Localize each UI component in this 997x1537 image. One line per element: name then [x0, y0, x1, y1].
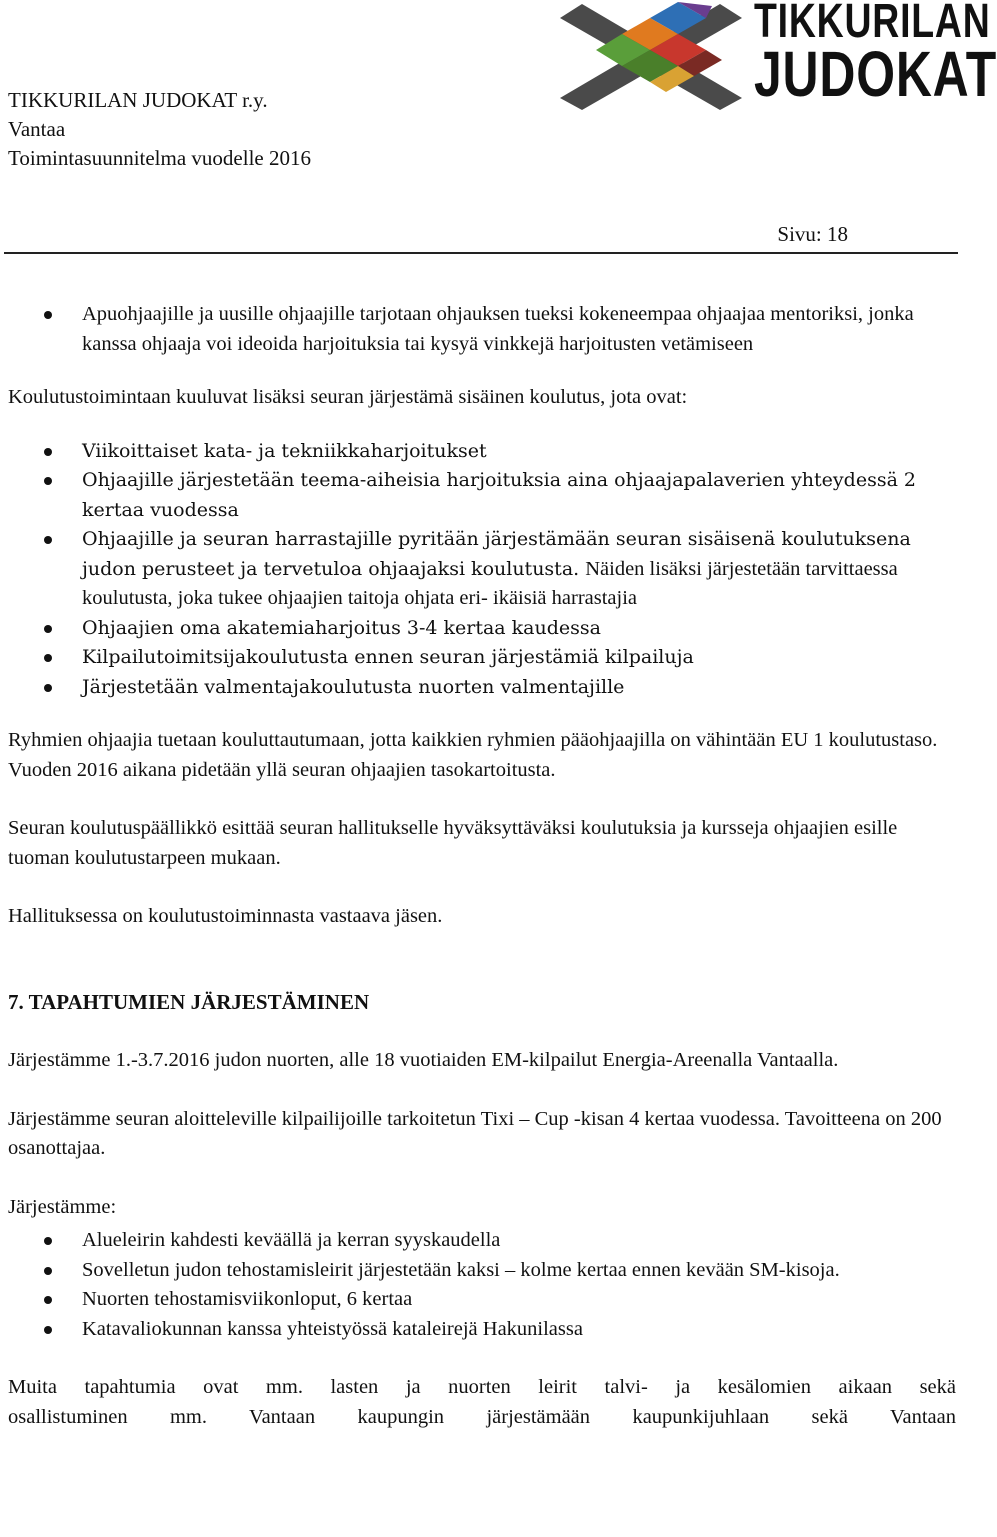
mentoring-bullet-list [8, 300, 956, 359]
bullet-icon [44, 311, 52, 319]
document-body [8, 300, 956, 1432]
bullet-icon [44, 1326, 52, 1334]
list-item: Ohjaajien oma akatemiaharjoitus 3-4 kertaa kaudessa [8, 614, 956, 644]
logo-line-1: TIKKURILAN [754, 0, 991, 48]
list-item: Sovelletun judon tehostamisleirit järjestetään kaksi – kolme kertaa ennen kevään SM-kisoja. [8, 1256, 956, 1286]
bullet-icon [44, 1296, 52, 1304]
paragraph: Järjestämme 1.-3.7.2016 judon nuorten, alle 18 vuotiaiden EM-kilpailut Energia-Areenalla Vantaalla. [8, 1049, 839, 1071]
club-logo [552, 0, 997, 110]
logo-line-2: JUDOKAT [754, 38, 997, 110]
bullet-icon [44, 1237, 52, 1245]
logo-x-mark-icon [552, 0, 752, 110]
list-item: Viikoittaiset kata- ja tekniikkaharjoitukset [8, 437, 956, 467]
section-heading: 7. TAPAHTUMIEN JÄRJESTÄMINEN [8, 989, 370, 1014]
bullet-icon [44, 684, 52, 692]
header-divider [4, 252, 958, 254]
page-number: Sivu: 18 [777, 222, 848, 246]
bullet-icon [44, 448, 52, 456]
org-name: TIKKURILAN JUDOKAT r.y. [8, 88, 268, 112]
list-item: Kilpailutoimitsijakoulutusta ennen seuran järjestämiä kilpailuja [8, 643, 956, 673]
list-item: Järjestetään valmentajakoulutusta nuorten valmentajille [8, 673, 956, 703]
bullet-icon [44, 536, 52, 544]
document-header [8, 86, 311, 173]
logo-wordmark [754, 0, 997, 110]
bullet-icon [44, 625, 52, 633]
paragraph: Ryhmien ohjaajia tuetaan kouluttautumaan, jotta kaikkien ryhmien pääohjaajilla on vähintään EU 1 koulutustaso. Vuoden 2016 aikana pidetään yllä seuran ohjaajien tasokartoitusta. [8, 729, 938, 781]
bullet-icon [44, 1267, 52, 1275]
list-item: Ohjaajille ja seuran harrastajille pyritään järjestämään seuran sisäisenä koulutuksena judon perusteet ja tervetuloa ohjaajaksi koulutusta. Näiden lisäksi järjestetään tarvittaessa koulutusta, joka tukee ohjaajien taitoja ohjata eri- ikäisiä harrastajia [8, 525, 956, 614]
bullet-icon [44, 477, 52, 485]
city-name: Vantaa [8, 117, 66, 141]
paragraph: Järjestämme seuran aloitteleville kilpailijoille tarkoitetun Tixi – Cup -kisan 4 kertaa vuodessa. Tavoitteena on 200 osanottajaa. [8, 1107, 942, 1159]
list-item: Alueleirin kahdesti keväällä ja kerran syyskaudella [8, 1226, 956, 1256]
list-item: Katavaliokunnan kanssa yhteistyössä kataleirejä Hakunilassa [8, 1315, 956, 1345]
paragraph: Hallituksessa on koulutustoiminnasta vastaava jäsen. [8, 905, 443, 927]
paragraph-line: osallistuminen mm. Vantaan kaupungin järjestämään kaupunkijuhlaan sekä Vantaan [8, 1405, 956, 1428]
paragraph: Seuran koulutuspäällikkö esittää seuran hallitukselle hyväksyttäväksi koulutuksia ja kursseja ohjaajien esille tuoman koulutustarpeen mukaan. [8, 817, 898, 869]
events-bullet-list [8, 1226, 956, 1344]
list-item: Ohjaajille järjestetään teema-aiheisia harjoituksia aina ohjaajapalaverien yhteydessä 2 kertaa vuodessa [8, 466, 956, 525]
internal-training-list [8, 437, 956, 703]
bullet-icon [44, 654, 52, 662]
paragraph: Järjestämme: [8, 1195, 117, 1218]
list-item: Nuorten tehostamisviikonloput, 6 kertaa [8, 1285, 956, 1315]
list-item: Apuohjaajille ja uusille ohjaajille tarjotaan ohjauksen tueksi kokeneempaa ohjaajaa mentoriksi, jonka kanssa ohjaaja voi ideoida harjoituksia tai kysyä vinkkejä harjoitusten vetämiseen [8, 300, 956, 359]
paragraph: Koulutustoimintaan kuuluvat lisäksi seuran järjestämä sisäinen koulutus, jota ovat: [8, 386, 688, 408]
paragraph-line: Muita tapahtumia ovat mm. lasten ja nuorten leirit talvi- ja kesälomien aikaan sekä [8, 1376, 956, 1398]
document-title: Toimintasuunnitelma vuodelle 2016 [8, 146, 311, 170]
